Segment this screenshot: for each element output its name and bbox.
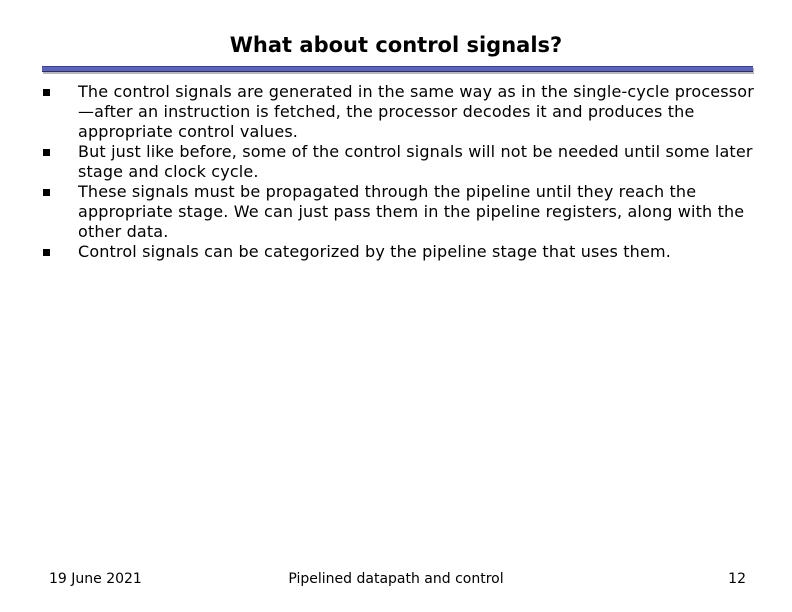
bullet-text: The control signals are generated in the same way as in the single-cycle processor—after an instruction is fetched, the processor decodes it and produces the appropriate control values. [78,82,754,141]
footer-title: Pipelined datapath and control [288,571,504,587]
footer-page-number: 12 [728,571,746,587]
bullet-item [42,82,762,142]
bullet-text: But just like before, some of the control signals will not be needed until some later stage and clock cycle. [78,142,753,181]
bullet-text: These signals must be propagated through the pipeline until they reach the appropriate stage. We can just pass them in the pipeline registers, along with the other data. [78,182,745,241]
footer-date: 19 June 2021 [49,571,142,587]
slide-title: What about control signals? [229,33,563,57]
bullet-text: Control signals can be categorized by the pipeline stage that uses them. [78,242,671,261]
square-bullet-icon [43,89,50,96]
bullet-item [42,142,762,182]
bullet-item [42,182,762,242]
bullet-item [42,242,762,262]
square-bullet-icon [43,189,50,196]
square-bullet-icon [43,249,50,256]
bullet-list [42,82,762,262]
square-bullet-icon [43,149,50,156]
title-underline-rule [42,66,753,72]
